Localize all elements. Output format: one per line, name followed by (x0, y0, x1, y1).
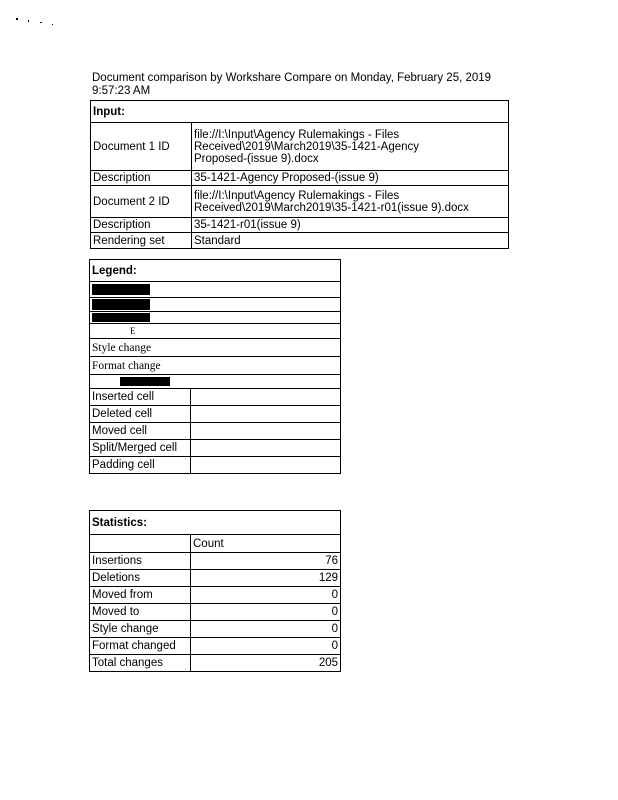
header-line-2: 9:57:23 AM (92, 85, 151, 97)
legend-insertion-swatch (90, 282, 341, 298)
legend-padding-cell-swatch (191, 457, 341, 474)
scan-speck (40, 22, 42, 23)
count-header: Count (191, 535, 341, 553)
doc2-id-label: Document 2 ID (91, 186, 192, 218)
stats-label-moved-to: Moved to (90, 604, 191, 621)
legend-moved-deletion-swatch (90, 375, 341, 389)
doc1-id-value: file://I:\Input\Agency Rulemakings - Files Received\2019\March2019\35-1421-Agency Proposed-(issue 9).docx (192, 123, 509, 171)
header-line-1: Document comparison by Workshare Compare on Monday, February 25, 2019 (92, 72, 492, 84)
legend-heading: Legend: (90, 260, 341, 282)
legend-inserted-cell: Inserted cell (90, 389, 191, 406)
legend-moved-swatch (90, 312, 341, 324)
legend-moved-cell: Moved cell (90, 423, 191, 440)
stats-label-total-changes: Total changes (90, 655, 191, 672)
doc1-id-label: Document 1 ID (91, 123, 192, 171)
statistics-table (89, 510, 341, 672)
legend-split-merged-cell: Split/Merged cell (90, 440, 191, 457)
stats-value-moved-from: 0 (191, 587, 341, 604)
stats-value-deletions: 129 (191, 570, 341, 587)
scan-speck (16, 18, 18, 20)
legend-deletion-swatch (90, 298, 341, 312)
stats-value-moved-to: 0 (191, 604, 341, 621)
rendering-set-value: Standard (192, 233, 509, 249)
legend-table (89, 259, 341, 474)
stats-value-total-changes: 205 (191, 655, 341, 672)
doc2-id-value: file://I:\Input\Agency Rulemakings - Files Received\2019\March2019\35-1421-r01(issue 9).docx (192, 186, 509, 218)
description-1-value: 35-1421-Agency Proposed-(issue 9) (192, 171, 509, 186)
legend-marker-row (90, 324, 341, 339)
legend-deleted-cell: Deleted cell (90, 406, 191, 423)
stats-label-style-change: Style change (90, 621, 191, 638)
input-heading: Input: (91, 101, 509, 123)
legend-deleted-cell-swatch (191, 406, 341, 423)
description-2-value: 35-1421-r01(issue 9) (192, 218, 509, 233)
legend-padding-cell: Padding cell (90, 457, 191, 474)
legend-moved-cell-swatch (191, 423, 341, 440)
stats-label-insertions: Insertions (90, 553, 191, 570)
stats-label-deletions: Deletions (90, 570, 191, 587)
stats-value-format-changed: 0 (191, 638, 341, 655)
legend-style-change: Style change (90, 339, 341, 357)
legend-marker: E (130, 326, 136, 336)
description-1-label: Description (91, 171, 192, 186)
stats-label-moved-from: Moved from (90, 587, 191, 604)
statistics-heading: Statistics: (90, 511, 341, 535)
legend-split-merged-cell-swatch (191, 440, 341, 457)
stats-header-blank (90, 535, 191, 553)
scan-speck (52, 24, 53, 25)
stats-value-insertions: 76 (191, 553, 341, 570)
rendering-set-label: Rendering set (91, 233, 192, 249)
stats-value-style-change: 0 (191, 621, 341, 638)
document-header (92, 72, 532, 98)
legend-inserted-cell-swatch (191, 389, 341, 406)
stats-label-format-changed: Format changed (90, 638, 191, 655)
legend-format-change: Format change (90, 357, 341, 375)
scan-speck (28, 20, 29, 22)
description-2-label: Description (91, 218, 192, 233)
input-table (90, 100, 509, 249)
